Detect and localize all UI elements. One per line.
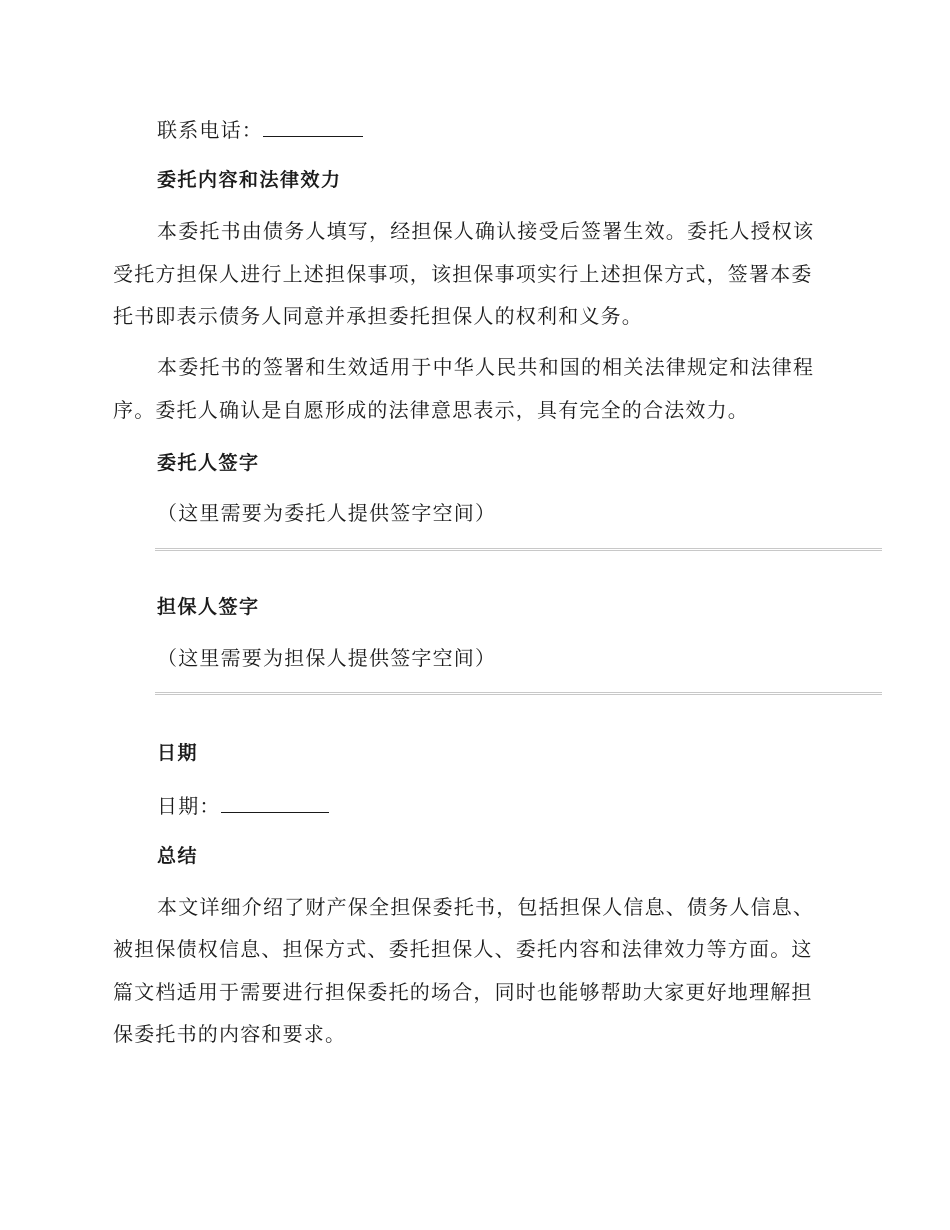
principal-signature-placeholder: （这里需要为委托人提供签字空间） (157, 501, 497, 525)
summary-line: 篇文档适用于需要进行担保委托的场合，同时也能够帮助大家更好地理解担 (113, 980, 813, 1004)
entrust-paragraph-2-line: 序。委托人确认是自愿形成的法律意思表示，具有完全的合法效力。 (113, 398, 749, 422)
contact-phone-blank[interactable] (263, 114, 363, 137)
summary-line: 保委托书的内容和要求。 (113, 1022, 347, 1046)
contact-phone-label: 联系电话： (157, 118, 263, 142)
entrust-paragraph-1-line: 受托方担保人进行上述担保事项，该担保事项实行上述担保方式，签署本委 (113, 262, 813, 286)
principal-signature-line[interactable] (155, 548, 882, 551)
date-label: 日期： (157, 794, 221, 818)
guarantor-signature-heading: 担保人签字 (157, 596, 260, 618)
date-heading: 日期 (157, 742, 199, 764)
entrust-paragraph-1-line: 托书即表示债务人同意并承担委托担保人的权利和义务。 (113, 304, 643, 328)
entrust-heading: 委托内容和法律效力 (157, 169, 342, 191)
principal-signature-heading: 委托人签字 (157, 452, 260, 474)
summary-line: 被担保债权信息、担保方式、委托担保人、委托内容和法律效力等方面。这 (113, 937, 813, 961)
summary-line: 本文详细介绍了财产保全担保委托书，包括担保人信息、债务人信息、 (157, 895, 815, 919)
entrust-paragraph-2-line: 本委托书的签署和生效适用于中华人民共和国的相关法律规定和法律程 (157, 355, 815, 379)
date-blank[interactable] (221, 790, 329, 813)
guarantor-signature-placeholder: （这里需要为担保人提供签字空间） (157, 646, 497, 670)
summary-heading: 总结 (157, 845, 199, 867)
guarantor-signature-line[interactable] (155, 692, 882, 695)
contact-phone-row (157, 114, 877, 144)
date-row (157, 790, 877, 820)
entrust-paragraph-1-line: 本委托书由债务人填写，经担保人确认接受后签署生效。委托人授权该 (157, 219, 815, 243)
